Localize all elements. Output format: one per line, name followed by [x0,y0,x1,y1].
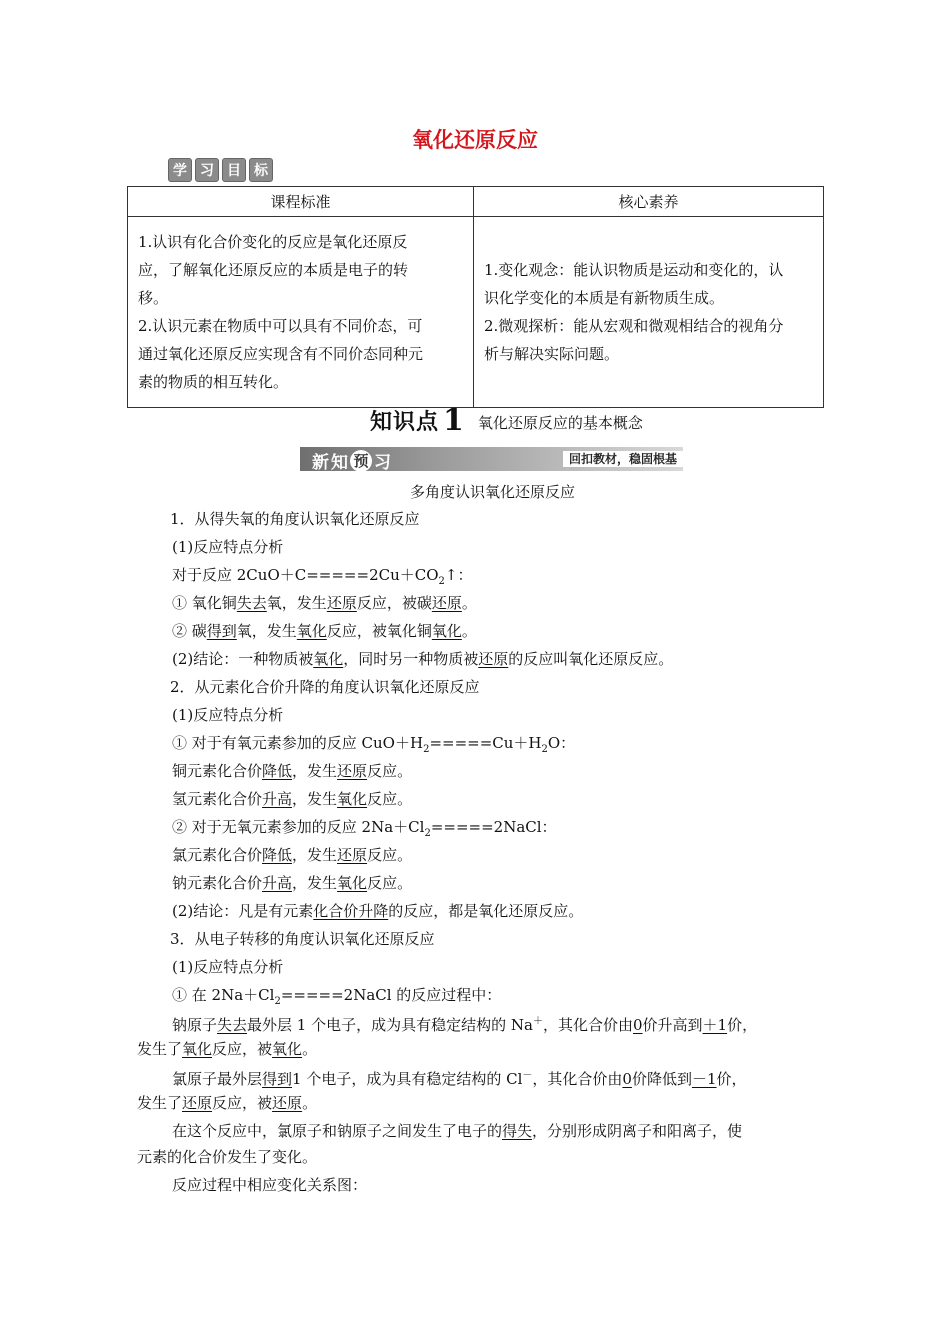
blank-answer: 升高 [262,874,293,892]
text: (2)结论：一种物质被 [172,650,314,668]
text: 。 [461,622,477,640]
objectives-table [127,186,824,408]
s1-conclusion [172,648,673,669]
text: ，其化合价由 [532,1070,623,1088]
blank-answer: 氧化 [337,790,368,808]
cell-line: 应，了解氧化还原反应的本质是电子的转 [138,261,409,279]
text: 钠原子 [172,1016,218,1034]
text: 反应。 [367,762,413,780]
text: O： [547,734,576,752]
text: ，发生 [292,790,338,808]
text: 反应，被碳 [356,594,432,612]
text: =====2NaCl： [430,818,557,836]
text: 反应，被 [212,1040,273,1058]
text: ，发生 [292,846,338,864]
text: 氯元素化合价 [172,846,263,864]
tag-char: 目 [222,158,246,182]
header-curriculum-standard: 课程标准 [128,187,474,217]
knowledge-point-title: 氧化还原反应的基本概念 [477,414,643,432]
blank-answer: 还原 [326,594,357,612]
text: 1 个电子，成为具有稳定结构的 Cl [292,1070,523,1088]
subscript: 2 [274,996,281,1007]
blank-answer: 还原 [478,650,509,668]
s3-chlorine-line-1 [172,1066,747,1089]
s3-heading: 3．从电子转移的角度认识氧化还原反应 [170,930,435,948]
text: 钠元素化合价 [172,874,263,892]
banner-char: 习 [374,453,391,473]
subscript: 2 [423,744,430,755]
cell-line: 1.变化观念：能认识物质是运动和变化的，认 [484,261,784,279]
text: 铜元素化合价 [172,762,263,780]
blank-answer: 0 [632,1016,643,1034]
cell-line: 1.认识有化合价变化的反应是氧化还原反 [138,233,408,251]
cell-line: 2.微观探析：能从宏观和微观相结合的视角分 [484,317,784,335]
superscript: － [522,1070,533,1081]
s2-equation-1 [172,732,575,755]
s3-sodium-line-1 [172,1012,757,1035]
text: ，分别形成阴离子和阳离子，使 [532,1122,743,1140]
text: ① 在 2Na＋Cl [172,986,275,1004]
section-heading: 多角度认识氧化还原反应 [409,483,575,501]
knowledge-point-label: 知识点 [370,410,440,435]
s1-subheading: (1)反应特点分析 [172,538,284,556]
text: 。 [461,594,477,612]
text: 反应。 [367,790,413,808]
text: ，同时另一种物质被 [343,650,479,668]
blank-answer: 失去 [236,594,267,612]
s3-chlorine-line-2 [137,1092,317,1113]
blank-answer: 得到 [262,1070,293,1088]
s2-line-cu [172,760,412,781]
banner-slogan: 回扣教材，稳固根基 [563,451,683,467]
preview-banner [300,447,683,471]
text: 氢元素化合价 [172,790,263,808]
text: 反应。 [367,846,413,864]
blank-answer: 失去 [217,1016,248,1034]
page-title: 氧化还原反应 [412,128,538,152]
learning-objectives-tag [168,158,273,182]
text: 氯原子最外层 [172,1070,263,1088]
s1-line-c [172,620,477,641]
cell-line: 通过氧化还原反应实现含有不同价态同种元 [138,345,424,363]
s3-diagram-caption: 反应过程中相应变化关系图： [172,1176,368,1194]
text: 在这个反应中，氯原子和钠原子之间发生了电子的 [172,1122,503,1140]
text: ，发生 [292,874,338,892]
s2-equation-2 [172,816,557,839]
subscript: 2 [424,828,431,839]
text: 的反应叫氧化还原反应。 [508,650,674,668]
s2-line-cl [172,844,412,865]
tag-char: 习 [195,158,219,182]
blank-answer: 化合价升降 [313,902,389,920]
banner-char: 知 [331,453,348,473]
blank-answer: 氧化 [313,650,344,668]
blank-answer: 氧化 [272,1040,303,1058]
subscript: 2 [438,576,445,587]
text: ① 对于有氧元素参加的反应 CuO＋H [172,734,424,752]
s3-equation [172,984,501,1007]
curriculum-standard-cell [128,217,474,408]
blank-answer: 降低 [262,762,293,780]
text: 价， [727,1016,758,1034]
blank-answer: ＋1 [702,1016,728,1034]
text: 最外层 1 个电子，成为具有稳定结构的 Na [247,1016,533,1034]
knowledge-point-number: 1 [443,403,464,438]
text: =====Cu＋H [429,734,542,752]
text: 发生了 [137,1094,183,1112]
s3-subheading: (1)反应特点分析 [172,958,284,976]
s2-line-na [172,872,412,893]
blank-answer: 降低 [262,846,293,864]
s1-line-cuo [172,592,477,613]
s3-paragraph-line-2: 元素的化合价发生了变化。 [137,1148,318,1166]
core-literacy-cell [474,217,824,408]
cell-line: 析与解决实际问题。 [484,345,620,363]
banner-char: 新 [312,453,329,473]
text: 氧，发生 [266,594,327,612]
blank-answer: 升高 [262,790,293,808]
s2-line-h [172,788,412,809]
banner-char-circled: 预 [350,450,372,472]
text: =====2NaCl 的反应过程中： [280,986,502,1004]
s3-paragraph-line-1 [172,1120,742,1141]
s2-heading: 2．从元素化合价升降的角度认识氧化还原反应 [170,678,480,696]
s3-sodium-line-2 [137,1038,317,1059]
blank-answer: 还原 [337,762,368,780]
s1-heading: 1．从得失氧的角度认识氧化还原反应 [170,510,420,528]
blank-answer: 得到 [206,622,237,640]
text: ↑： [444,566,473,584]
subscript: 2 [541,744,548,755]
blank-answer: 还原 [272,1094,303,1112]
text: ，其化合价由 [542,1016,633,1034]
cell-line: 素的物质的相互转化。 [138,373,289,391]
text: 反应。 [367,874,413,892]
blank-answer: 氧化 [296,622,327,640]
text: 发生了 [137,1040,183,1058]
text: 。 [302,1040,318,1058]
s2-subheading: (1)反应特点分析 [172,706,284,724]
cell-line: 识化学变化的本质是有新物质生成。 [484,289,725,307]
blank-answer: 氧化 [337,874,368,892]
text: 价升高到 [642,1016,703,1034]
text: ② 对于无氧元素参加的反应 2Na＋Cl [172,818,425,836]
blank-answer: －1 [691,1070,717,1088]
s2-conclusion [172,900,583,921]
text: 。 [302,1094,318,1112]
s1-equation [172,564,472,587]
tag-char: 学 [168,158,192,182]
text: 氧，发生 [236,622,297,640]
cell-line: 2.认识元素在物质中可以具有不同价态，可 [138,317,423,335]
blank-answer: 氧化 [431,622,462,640]
text: 的反应，都是氧化还原反应。 [388,902,584,920]
header-core-literacy: 核心素养 [474,187,824,217]
blank-answer: 还原 [337,846,368,864]
superscript: ＋ [532,1016,543,1027]
cell-line: 移。 [138,289,169,307]
text: 对于反应 2CuO＋C=====2Cu＋CO [172,566,439,584]
text: (2)结论：凡是有元素 [172,902,314,920]
tag-char: 标 [249,158,273,182]
text: 价降低到 [631,1070,692,1088]
text: ，发生 [292,762,338,780]
blank-answer: 还原 [431,594,462,612]
knowledge-point-heading [370,405,643,436]
blank-answer: 得失 [502,1122,533,1140]
text: 反应，被 [212,1094,273,1112]
blank-answer: 还原 [182,1094,213,1112]
text: ② 碳 [172,622,207,640]
text: 反应，被氧化铜 [326,622,432,640]
blank-answer: 0 [622,1070,632,1088]
text: ① 氧化铜 [172,594,237,612]
blank-answer: 氧化 [182,1040,213,1058]
text: 价， [716,1070,747,1088]
